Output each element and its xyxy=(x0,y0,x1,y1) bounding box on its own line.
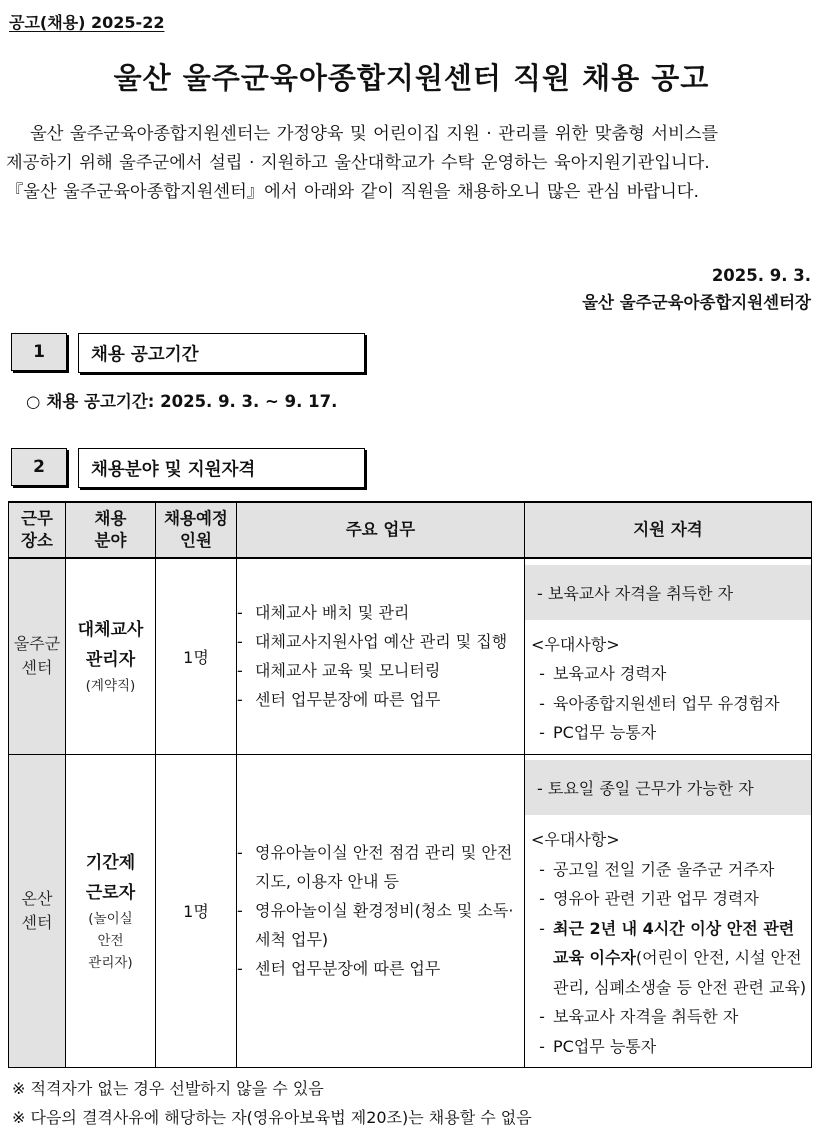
signer: 울산 울주군육아종합지원센터장 xyxy=(582,293,811,312)
intro-line: 『울산 울주군육아종합지원센터』에서 아래와 같이 직원을 채용하오니 많은 관심 바랍니다. xyxy=(6,182,699,202)
notice-number: 공고(채용) 2025-22 xyxy=(9,13,165,32)
table-header-row xyxy=(9,502,812,558)
preferred-item: - 보육교사 자격을 취득한 자 xyxy=(539,1007,739,1026)
intro-line: 울산 울주군육아종합지원센터는 가정양육 및 어린이집 지원 · 관리를 위한 맞춤형 서비스를 xyxy=(30,124,719,144)
required-qualification: - 토요일 종일 근무가 가능한 자 xyxy=(525,760,811,815)
preferred-item: - 육아종합지원센터 업무 유경험자 xyxy=(539,693,780,713)
header-place: 근무 장소 xyxy=(9,502,66,558)
duty-item: - 영유아놀이실 환경정비(청소 및 소독·세척 업무) xyxy=(237,901,514,949)
duty-item: - 대체교사 교육 및 모니터링 xyxy=(237,661,441,681)
preferred-list xyxy=(525,815,811,1061)
recruitment-table xyxy=(8,501,812,1068)
section-1-title: 채용 공고기간 xyxy=(78,333,365,373)
signature-block xyxy=(582,262,811,316)
cell-duties xyxy=(237,558,525,754)
duty-item: - 대체교사 배치 및 관리 xyxy=(237,603,410,623)
cell-place: 울주군 센터 xyxy=(9,558,66,754)
duty-item: - 센터 업무분장에 따른 업무 xyxy=(237,959,441,978)
cell-place: 온산 센터 xyxy=(9,754,66,1067)
cell-count: 1명 xyxy=(156,754,237,1067)
footnote: ※ 적격자가 없는 경우 선발하지 않을 수 있음 xyxy=(12,1079,324,1098)
recruitment-period xyxy=(26,388,337,412)
cell-duties xyxy=(237,754,525,1067)
table-row xyxy=(9,754,812,1067)
section-1-number: 1 xyxy=(11,333,67,371)
header-field: 채용 분야 xyxy=(66,502,156,558)
table-row xyxy=(9,558,812,754)
preferred-item: - 영유아 관련 기관 업무 경력자 xyxy=(539,889,759,908)
preferred-list xyxy=(525,620,811,748)
duty-item: - 영유아놀이실 안전 점검 관리 및 안전지도, 이용자 안내 등 xyxy=(237,843,513,891)
cell-qualifications xyxy=(525,558,812,754)
header-count: 채용예정 인원 xyxy=(156,502,237,558)
page-title: 울산 울주군육아종합지원센터 직원 채용 공고 xyxy=(113,61,710,95)
footnote: ※ 다음의 결격사유에 해당하는 자(영유아보육법 제20조)는 채용할 수 없음 xyxy=(12,1108,532,1127)
intro-paragraph xyxy=(6,120,816,207)
section-2-title: 채용분야 및 지원자격 xyxy=(78,448,365,488)
notice-date: 2025. 9. 3. xyxy=(711,266,811,285)
preferred-label: <우대사항> xyxy=(531,634,620,654)
header-duties: 주요 업무 xyxy=(237,502,525,558)
intro-line: 제공하기 위해 울주군에서 설립 · 지원하고 울산대학교가 수탁 운영하는 육아지원기관입니다. xyxy=(6,153,710,173)
section-2-number: 2 xyxy=(11,448,67,486)
bullet-circle-icon: ○ xyxy=(26,392,41,411)
preferred-item: - PC업무 능통자 xyxy=(539,723,657,743)
preferred-item: - 최근 2년 내 4시간 이상 안전 관련 교육 이수자(어린이 안전, 시설 안전 관리, 심폐소생술 등 안전 관련 교육) xyxy=(539,918,807,997)
cell-field: 대체교사 관리자 (계약직) xyxy=(66,558,156,754)
duty-item: - 센터 업무분장에 따른 업무 xyxy=(237,690,441,710)
required-qualification: - 보육교사 자격을 취득한 자 xyxy=(525,565,811,620)
header-qualifications: 지원 자격 xyxy=(525,502,812,558)
preferred-item: - 보육교사 경력자 xyxy=(539,664,667,684)
preferred-label: <우대사항> xyxy=(531,830,620,849)
cell-count: 1명 xyxy=(156,558,237,754)
preferred-item: - 공고일 전일 기준 울주군 거주자 xyxy=(539,859,775,879)
preferred-item: - PC업무 능통자 xyxy=(539,1036,657,1056)
duty-item: - 대체교사지원사업 예산 관리 및 집행 xyxy=(237,632,508,652)
cell-field: 기간제 근로자 (놀이실 안전 관리자) xyxy=(66,754,156,1067)
period-text: 채용 공고기간: 2025. 9. 3. ~ 9. 17. xyxy=(46,392,338,411)
cell-qualifications xyxy=(525,754,812,1067)
